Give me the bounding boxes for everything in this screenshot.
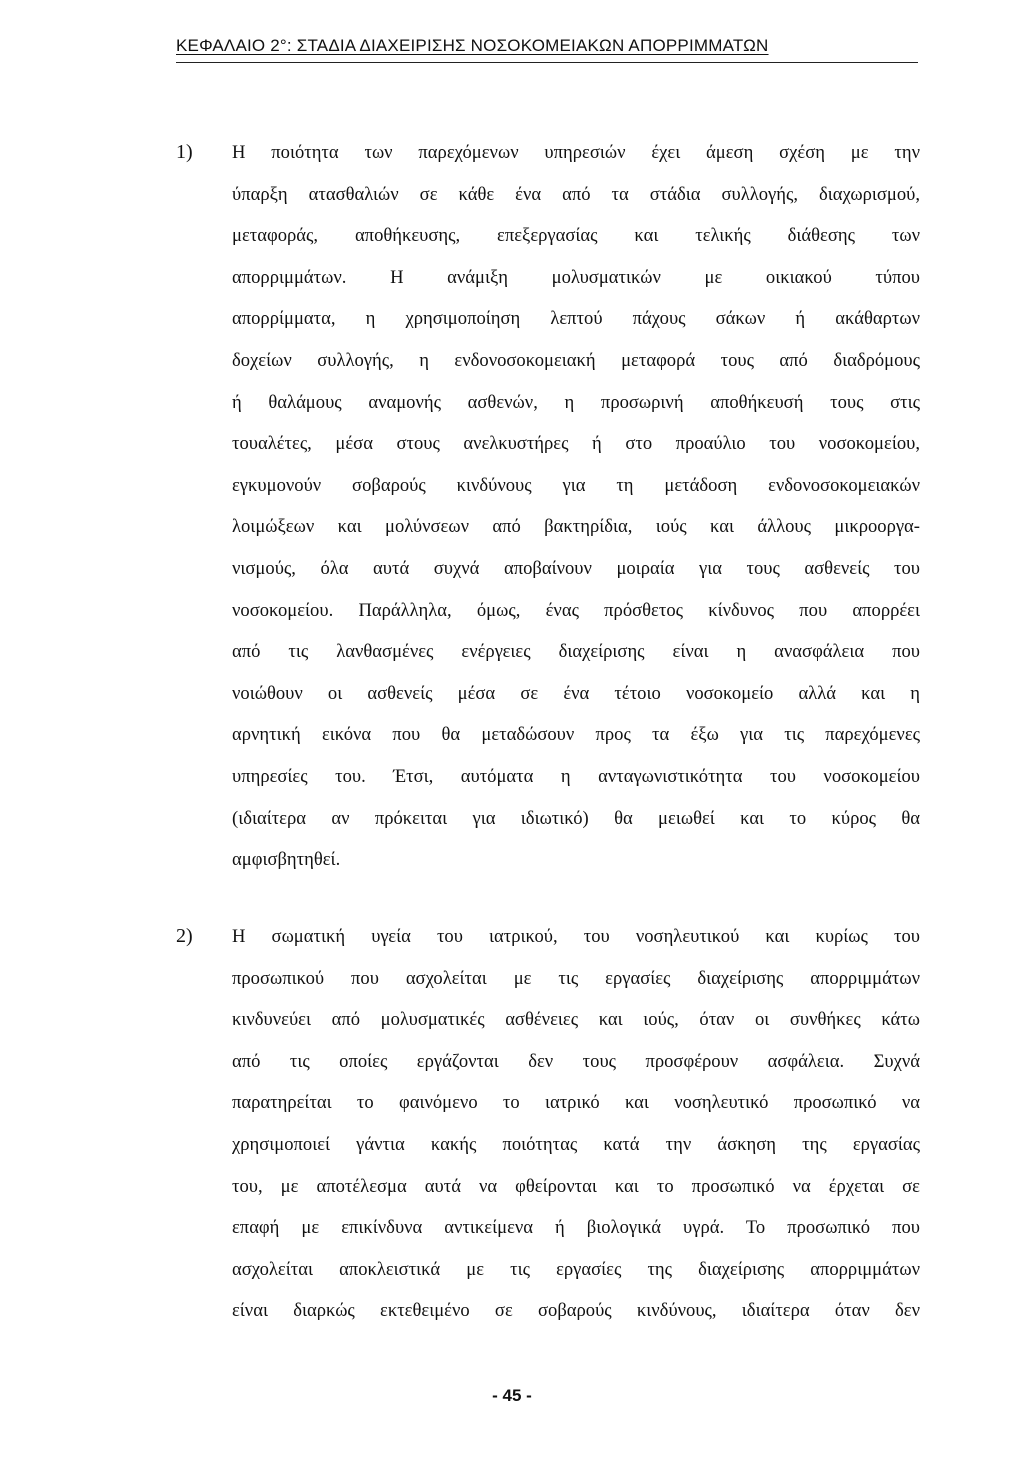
text-line: εγκυμονούν σοβαρούς κινδύνους για τη μετάδοση ενδονοσοκομειακών xyxy=(232,474,920,496)
item-paragraph xyxy=(232,916,920,1332)
chapter-title: ΚΕΦΑΛΑΙΟ 2°: ΣΤΑΔΙΑ ΔΙΑΧΕΙΡΙΣΗΣ ΝΟΣΟΚΟΜΕΙΑΚΩΝ ΑΠΟΡΡΙΜΜΑΤΩΝ xyxy=(176,36,769,55)
text-line: κινδυνεύει από μολυσματικές ασθένειες και ιούς, όταν οι συνθήκες κάτω xyxy=(232,1009,920,1031)
text-line: είναι διαρκώς εκτεθειμένο σε σοβαρούς κινδύνους, ιδιαίτερα όταν δεν xyxy=(232,1300,920,1322)
item-number: 1) xyxy=(176,141,193,163)
running-header xyxy=(176,36,918,56)
numbered-item-2 xyxy=(176,916,920,1332)
text-line: Η σωματική υγεία του ιατρικού, του νοσηλευτικού και κυρίως του xyxy=(232,926,920,947)
text-line: ύπαρξη ατασθαλιών σε κάθε ένα από τα στάδια συλλογής, διαχωρισμού, xyxy=(232,183,920,205)
text-line: μεταφοράς, αποθήκευσης, επεξεργασίας και τελικής διάθεσης των xyxy=(232,225,920,247)
text-line: νοιώθουν οι ασθενείς μέσα σε ένα τέτοιο νοσοκομείο αλλά και η xyxy=(232,682,920,704)
text-line: νισμούς, όλα αυτά συχνά αποβαίνουν μοιραία για τους ασθενείς του xyxy=(232,557,920,579)
text-line: του, με αποτέλεσμα αυτά να φθείρονται και το προσωπικό να έρχεται σε xyxy=(232,1175,920,1197)
text-line: από τις οποίες εργάζονται δεν τους προσφέρουν ασφάλεια. Συχνά xyxy=(232,1050,920,1072)
text-line: δοχείων συλλογής, η ενδονοσοκομειακή μεταφορά τους από διαδρόμους xyxy=(232,349,920,371)
text-line: ή θαλάμους αναμονής ασθενών, η προσωρινή αποθήκευσή τους στις xyxy=(232,391,920,413)
text-line: νοσοκομείου. Παράλληλα, όμως, ένας πρόσθετος κίνδυνος που απορρέει xyxy=(232,599,920,621)
numbered-item-1 xyxy=(176,132,920,881)
text-line: απορρίμματα, η χρησιμοποίηση λεπτού πάχους σάκων ή ακάθαρτων xyxy=(232,308,920,330)
header-rule xyxy=(176,62,918,63)
text-line: απορριμμάτων. Η ανάμιξη μολυσματικών με οικιακού τύπου xyxy=(232,266,920,288)
page-number: - 45 - xyxy=(492,1386,532,1405)
text-line: Η ποιότητα των παρεχόμενων υπηρεσιών έχει άμεση σχέση με την xyxy=(232,142,920,163)
item-paragraph xyxy=(232,132,920,881)
text-line: από τις λανθασμένες ενέργειες διαχείρισης είναι η ανασφάλεια που xyxy=(232,641,920,663)
text-line: τουαλέτες, μέσα στους ανελκυστήρες ή στο προαύλιο του νοσοκομείου, xyxy=(232,433,920,455)
text-line: παρατηρείται το φαινόμενο το ιατρικό και νοσηλευτικό προσωπικό να xyxy=(232,1092,920,1114)
text-line: επαφή με επικίνδυνα αντικείμενα ή βιολογικά υγρά. Το προσωπικό που xyxy=(232,1217,920,1239)
text-line: (ιδιαίτερα αν πρόκειται για ιδιωτικό) θα μειωθεί και το κύρος θα xyxy=(232,807,920,829)
text-line: προσωπικού που ασχολείται με τις εργασίες διαχείρισης απορριμμάτων xyxy=(232,967,920,989)
text-line: αρνητική εικόνα που θα μεταδώσουν προς τα έξω για τις παρεχόμενες xyxy=(232,724,920,746)
text-line: χρησιμοποιεί γάντια κακής ποιότητας κατά την άσκηση της εργασίας xyxy=(232,1133,920,1155)
text-line: αμφισβητηθεί. xyxy=(232,849,341,871)
item-number: 2) xyxy=(176,925,193,947)
text-line: λοιμώξεων και μολύνσεων από βακτηρίδια, ιούς και άλλους μικροοργα- xyxy=(232,516,920,538)
text-line: ασχολείται αποκλειστικά με τις εργασίες της διαχείρισης απορριμμάτων xyxy=(232,1258,920,1280)
text-line: υπηρεσίες του. Έτσι, αυτόματα η ανταγωνιστικότητα του νοσοκομείου xyxy=(232,765,920,787)
